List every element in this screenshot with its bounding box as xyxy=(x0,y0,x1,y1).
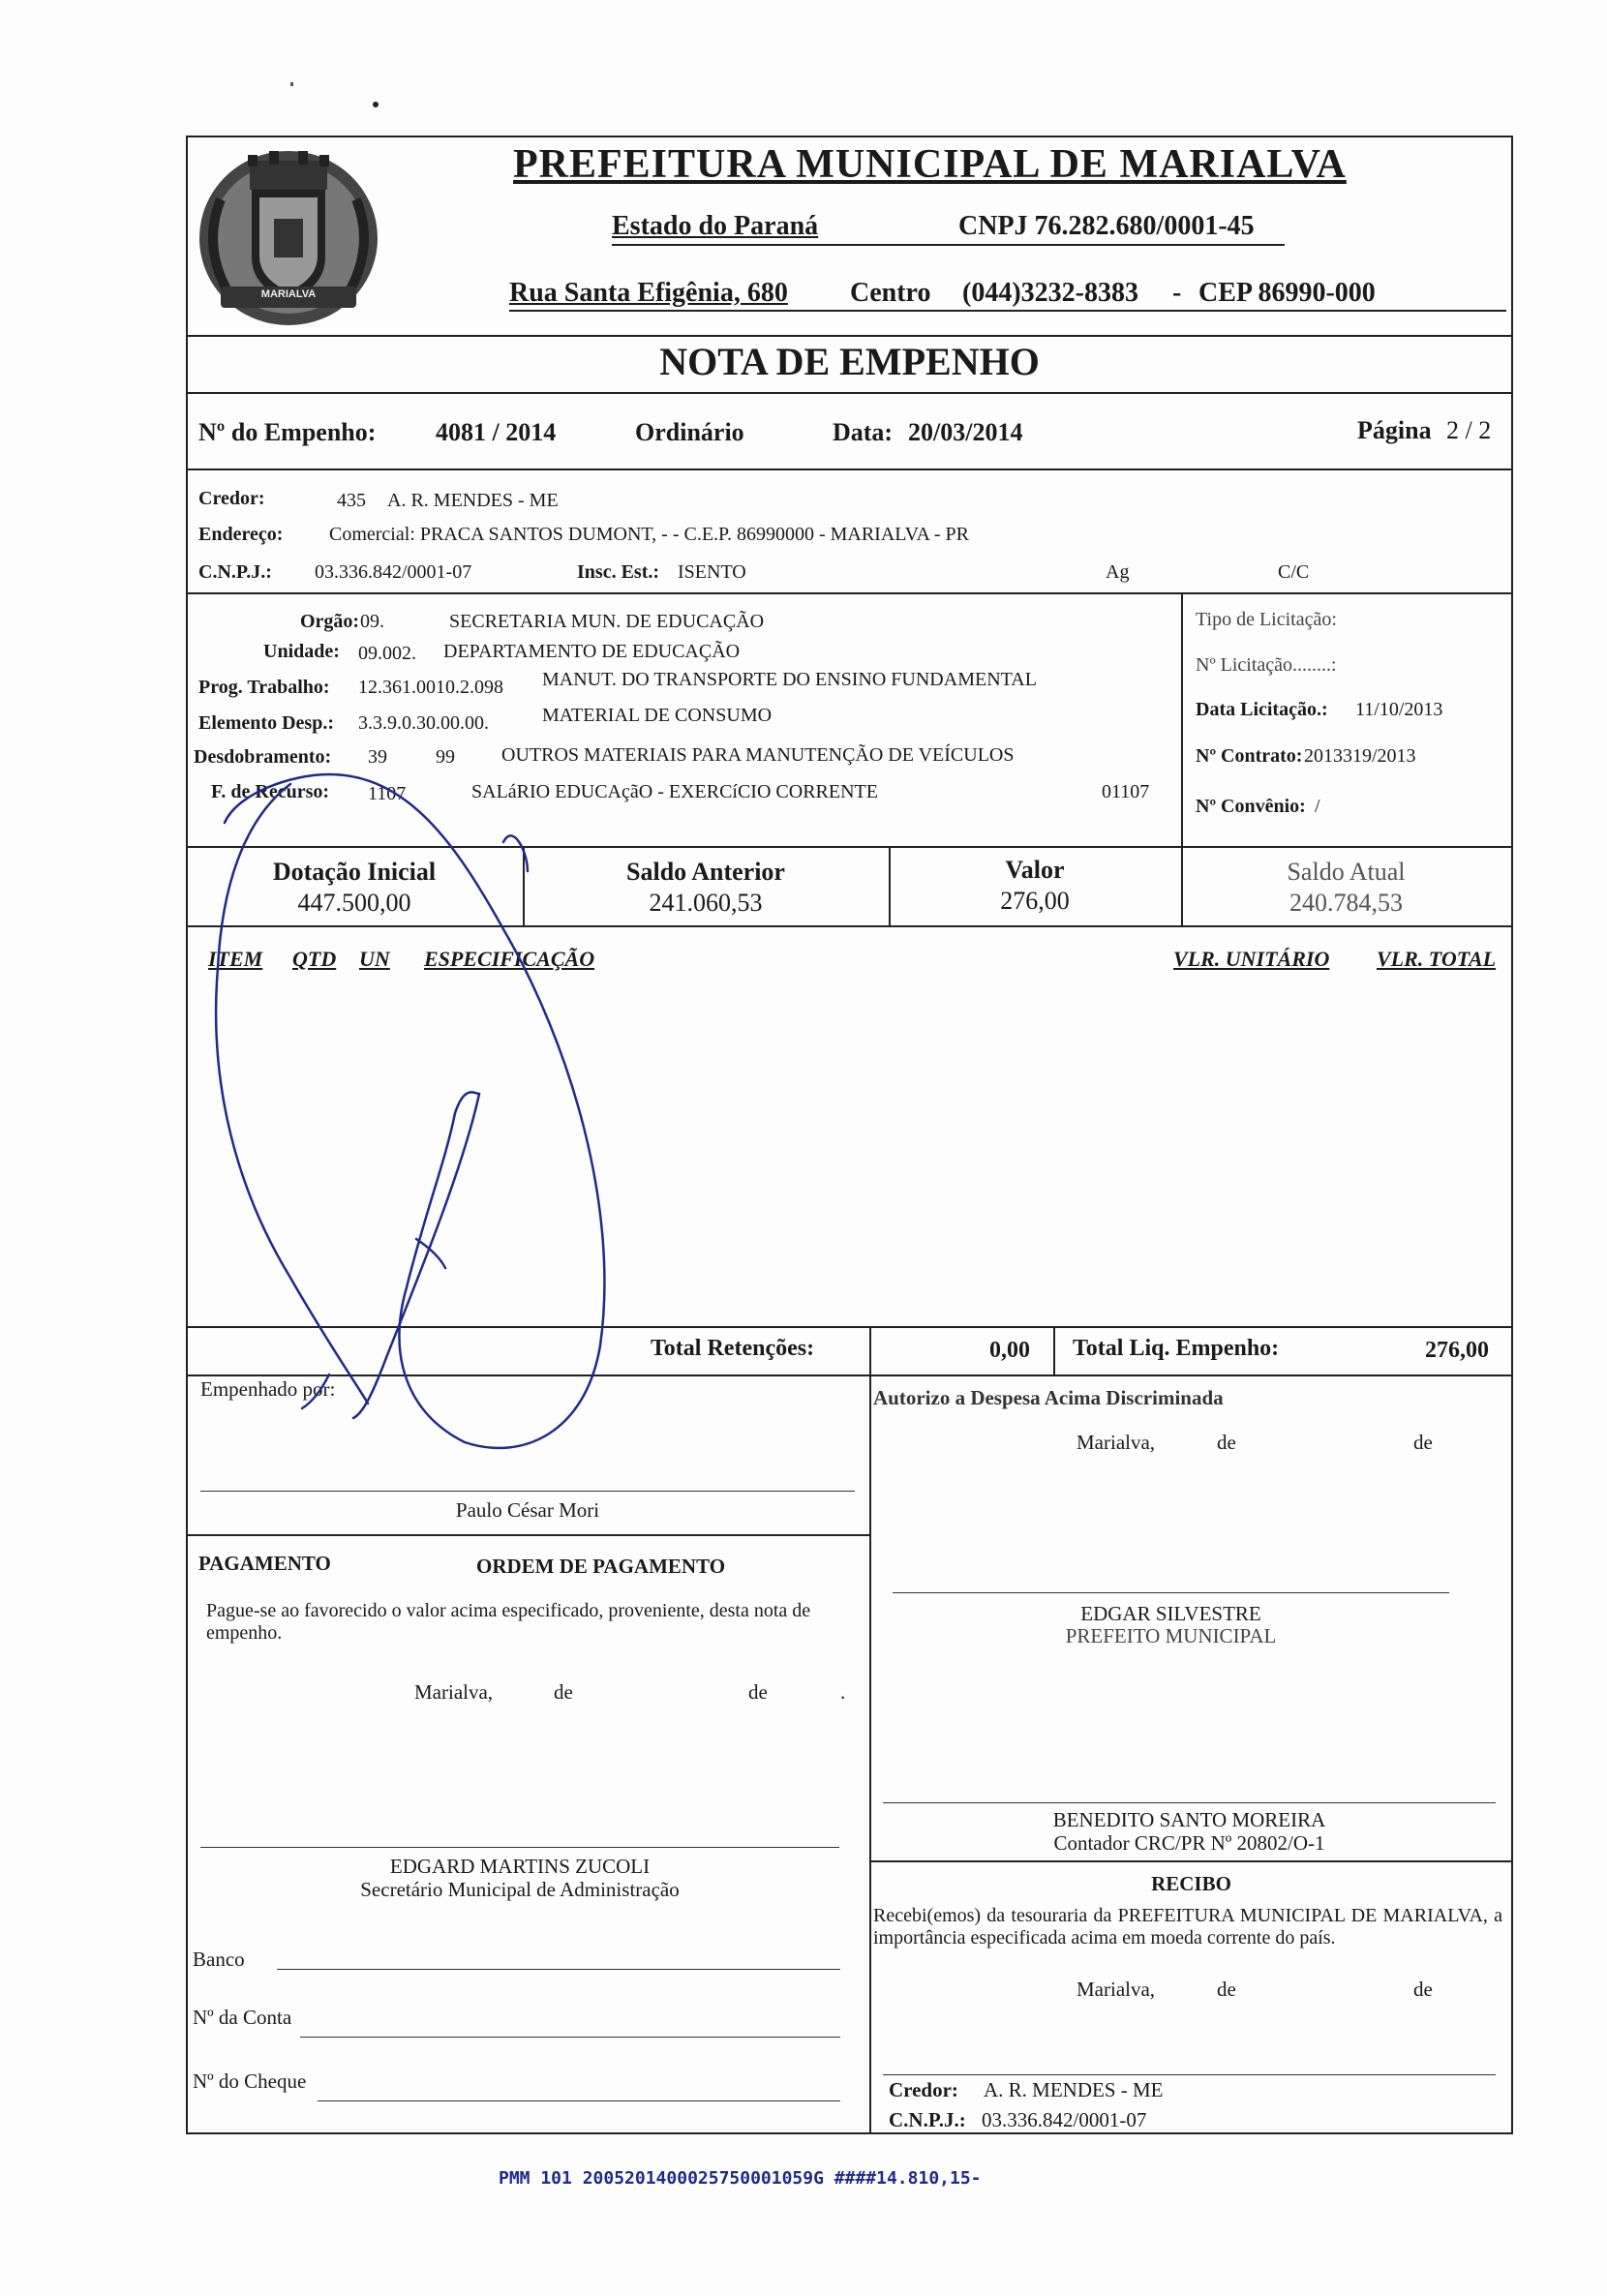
elemento-name: MATERIAL DE CONSUMO xyxy=(542,705,773,726)
recurso-name: SALáRIO EDUCAçãO - EXERCíCIO CORRENTE xyxy=(471,781,878,802)
saldo-atual-label: Saldo Atual xyxy=(1287,858,1406,886)
header-state: Estado do Paraná xyxy=(612,211,819,241)
pagamento-de1: de xyxy=(554,1680,573,1704)
ordem-pagamento-label: ORDEM DE PAGAMENTO xyxy=(476,1555,726,1578)
col-vlr-unitario: VLR. UNITÁRIO xyxy=(1173,947,1330,971)
tipo-licitacao-label: Tipo de Licitação: xyxy=(1196,609,1337,630)
unidade-code: 09.002. xyxy=(358,643,416,664)
credor-code: 435 xyxy=(337,490,366,511)
secretario-role: Secretário Municipal de Administração xyxy=(360,1878,680,1901)
header-cnpj: CNPJ 76.282.680/0001-45 xyxy=(958,211,1255,241)
col-un: UN xyxy=(359,947,390,971)
desdobramento-name: OUTROS MATERIAIS PARA MANUTENÇÃO DE VEÍCULOS xyxy=(501,744,1015,766)
prog-code: 12.361.0010.2.098 xyxy=(358,677,503,698)
valor-value: 276,00 xyxy=(1000,887,1070,915)
page-title: PREFEITURA MUNICIPAL DE MARIALVA xyxy=(513,142,1347,187)
saldo-atual-value: 240.784,53 xyxy=(1289,889,1403,917)
desdobramento-label: Desdobramento: xyxy=(194,746,332,768)
header-dash: - xyxy=(1172,278,1182,308)
contrato-label: Nº Contrato: xyxy=(1196,745,1303,767)
numero-licitacao-label: Nº Licitação........: xyxy=(1196,654,1337,676)
ag-label: Ag xyxy=(1106,561,1130,583)
prog-label: Prog. Trabalho: xyxy=(198,677,330,698)
conta-label: Nº da Conta xyxy=(193,2006,292,2029)
col-qtd: QTD xyxy=(292,947,337,971)
autorizo-city: Marialva, xyxy=(1076,1431,1156,1454)
saldo-anterior-value: 241.060,53 xyxy=(649,889,763,917)
pagamento-dot: . xyxy=(840,1680,846,1704)
crest-banner: MARIALVA xyxy=(260,288,317,300)
recibo-credor-value: A. R. MENDES - ME xyxy=(984,2078,1164,2101)
unidade-name: DEPARTAMENTO DE EDUCAÇÃO xyxy=(443,641,741,662)
credor-label: Credor: xyxy=(198,488,265,509)
page-label: Página xyxy=(1357,416,1432,444)
prefeito-name: EDGAR SILVESTRE xyxy=(1080,1602,1261,1625)
credor-cnpj-label: C.N.P.J.: xyxy=(198,561,272,583)
empenho-number: 4081 / 2014 xyxy=(436,418,557,446)
autorizo-text: Autorizo a Despesa Acima Discriminada xyxy=(873,1386,1224,1409)
data-licitacao-value: 11/10/2013 xyxy=(1355,699,1443,720)
empenho-date-label: Data: xyxy=(833,418,894,446)
endereco-label: Endereço: xyxy=(198,524,284,545)
cc-label: C/C xyxy=(1278,561,1310,583)
orgao-name: SECRETARIA MUN. DE EDUCAÇÃO xyxy=(449,611,765,632)
recibo-credor-label: Credor: xyxy=(889,2078,958,2101)
recibo-city: Marialva, xyxy=(1076,1978,1156,2001)
desdobramento-code1: 39 xyxy=(368,746,387,768)
secretario-name: EDGARD MARTINS ZUCOLI xyxy=(389,1855,651,1878)
recurso-code2: 01107 xyxy=(1102,781,1150,802)
liq-empenho-value: 276,00 xyxy=(1425,1338,1489,1363)
recibo-text: Recebi(emos) da tesouraria da PREFEITURA MUNICIPAL DE MARIALVA, a importância especificada acima em moeda corrente do país. xyxy=(873,1905,1502,1949)
insc-label: Insc. Est.: xyxy=(577,561,660,583)
recibo-cnpj-value: 03.336.842/0001-07 xyxy=(982,2108,1147,2131)
col-especificacao: ESPECIFICAÇÃO xyxy=(424,947,595,971)
recibo-de1: de xyxy=(1217,1978,1236,2001)
contador-role: Contador CRC/PR Nº 20802/O-1 xyxy=(1053,1831,1325,1855)
empenho-date: 20/03/2014 xyxy=(908,418,1023,446)
dotacao-value: 447.500,00 xyxy=(297,889,411,917)
footer-code: PMM 101 2005201400025750001059G ####14.810,15- xyxy=(499,2168,982,2189)
orgao-code: 09. xyxy=(360,611,384,632)
cheque-label: Nº do Cheque xyxy=(193,2069,307,2093)
recurso-code: 1107 xyxy=(368,783,407,804)
header-district: Centro xyxy=(850,278,931,308)
recibo-title: RECIBO xyxy=(1151,1872,1231,1895)
recibo-cnpj-label: C.N.P.J.: xyxy=(889,2108,966,2131)
document-title: NOTA DE EMPENHO xyxy=(659,340,1040,383)
credor-cnpj: 03.336.842/0001-07 xyxy=(315,561,472,583)
contador-name: BENEDITO SANTO MOREIRA xyxy=(1052,1808,1326,1831)
header-street: Rua Santa Efigênia, 680 xyxy=(509,278,788,308)
prog-name: MANUT. DO TRANSPORTE DO ENSINO FUNDAMENTAL xyxy=(542,669,1037,690)
endereco-value: Comercial: PRACA SANTOS DUMONT, - - C.E.P. 86990000 - MARIALVA - PR xyxy=(329,524,969,545)
col-item: ITEM xyxy=(208,947,263,971)
unidade-label: Unidade: xyxy=(263,641,340,662)
recurso-label: F. de Recurso: xyxy=(211,781,330,802)
page-number: 2 / 2 xyxy=(1446,416,1492,444)
pagamento-text: Pague-se ao favorecido o valor acima especificado, proveniente, desta nota de empenho. xyxy=(206,1600,811,1644)
elemento-code: 3.3.9.0.30.00.00. xyxy=(358,712,489,734)
orgao-label: Orgão: xyxy=(300,611,360,632)
retencoes-value: 0,00 xyxy=(989,1338,1030,1363)
banco-label: Banco xyxy=(193,1948,245,1971)
desdobramento-code2: 99 xyxy=(436,746,455,768)
retencoes-label: Total Retenções: xyxy=(651,1336,815,1361)
elemento-label: Elemento Desp.: xyxy=(198,712,334,734)
empenho-type: Ordinário xyxy=(635,418,744,446)
recibo-de2: de xyxy=(1413,1978,1433,2001)
pagamento-label: PAGAMENTO xyxy=(198,1552,331,1575)
data-licitacao-label: Data Licitação.: xyxy=(1196,699,1328,720)
credor-name: A. R. MENDES - ME xyxy=(387,490,559,511)
autorizo-de1: de xyxy=(1217,1431,1236,1454)
valor-label: Valor xyxy=(1005,856,1065,884)
prefeito-role: PREFEITO MUNICIPAL xyxy=(1065,1624,1277,1647)
header-phone: (044)3232-8383 xyxy=(962,278,1138,308)
saldo-anterior-label: Saldo Anterior xyxy=(626,858,785,886)
col-vlr-total: VLR. TOTAL xyxy=(1377,947,1497,971)
autorizo-de2: de xyxy=(1413,1431,1433,1454)
pagamento-de2: de xyxy=(748,1680,768,1704)
contrato-value: 2013319/2013 xyxy=(1304,745,1416,767)
dotacao-label: Dotação Inicial xyxy=(272,858,437,886)
liq-empenho-label: Total Liq. Empenho: xyxy=(1073,1336,1280,1361)
convenio-label: Nº Convênio: xyxy=(1196,796,1306,817)
convenio-value: / xyxy=(1315,796,1320,817)
insc-value: ISENTO xyxy=(678,561,746,583)
empenhado-name: Paulo César Mori xyxy=(455,1498,600,1522)
empenho-number-label: Nº do Empenho: xyxy=(198,418,377,446)
header-cep: CEP 86990-000 xyxy=(1198,278,1376,308)
pagamento-city: Marialva, xyxy=(414,1680,494,1704)
empenhado-label: Empenhado por: xyxy=(200,1377,336,1401)
